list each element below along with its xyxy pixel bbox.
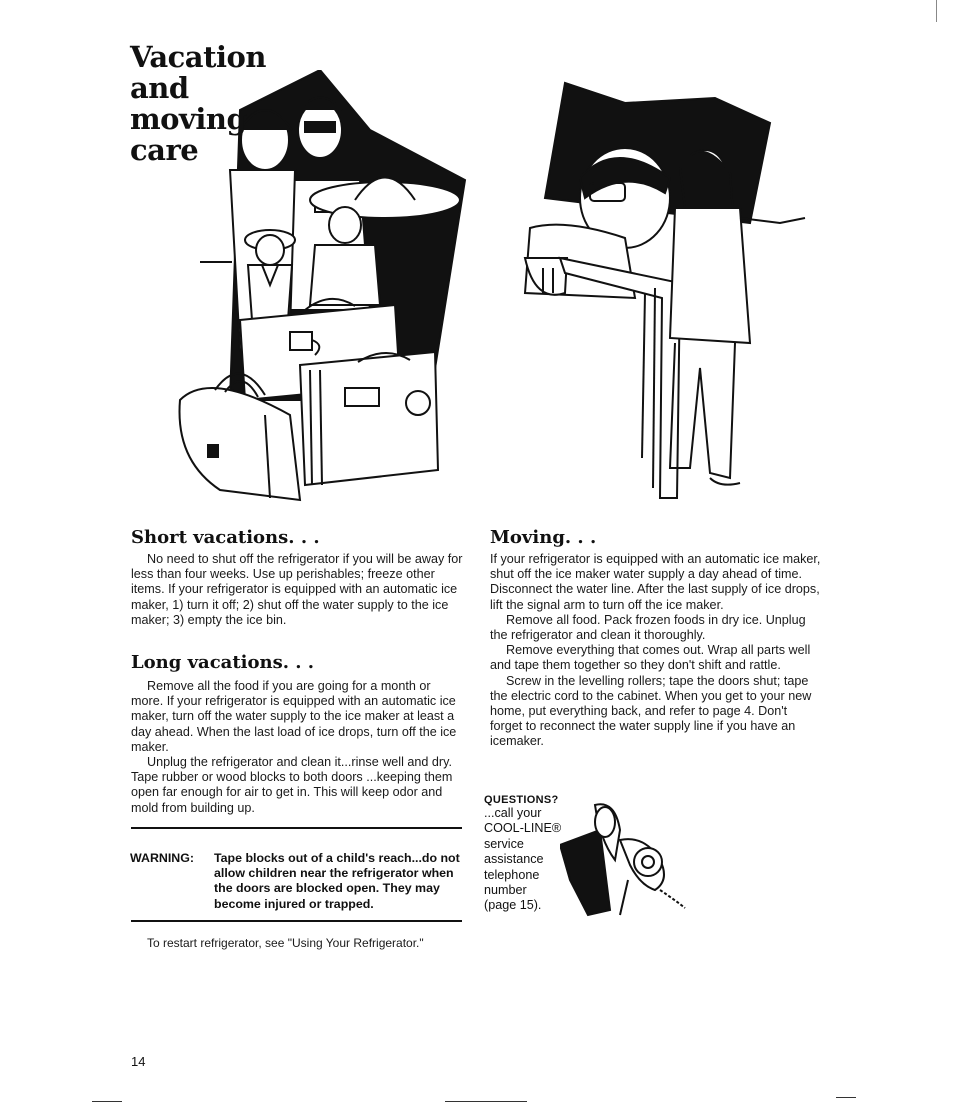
- title-line: care: [130, 133, 199, 167]
- paragraph: No need to shut off the refrigerator if you will be away for less than four weeks. Use up perishables; freeze other items. If your refrigerator is equipped with an automatic ice maker, 1) turn it off; 2) shut off the water supply to the ice maker; 3) empty the ice bin.: [131, 552, 463, 627]
- long-vacations-section: [131, 652, 464, 816]
- paragraph: Remove everything that comes out. Wrap all parts well and tape them together so they don't shift and rattle.: [490, 643, 811, 673]
- questions-line: (page 15).: [484, 898, 542, 913]
- paragraph: Unplug the refrigerator and clean it...rinse well and dry. Tape rubber or wood blocks to both doors ...keeping them open far enough for air to get in. This will keep odor and mold from building up.: [131, 755, 453, 815]
- questions-line: telephone: [484, 867, 540, 882]
- long-vacations-body: [131, 679, 464, 816]
- warning-text: Tape blocks out of a child's reach...do not allow children near the refrigerator when the doors are blocked open. They may become injured or trapped.: [214, 851, 460, 911]
- moving-heading: Moving. . .: [490, 527, 597, 548]
- short-vacations-section: [131, 527, 464, 628]
- scan-mark: [836, 1097, 856, 1098]
- moving-section: [490, 527, 822, 750]
- scan-mark: [92, 1101, 122, 1102]
- page-title: [130, 42, 280, 166]
- long-vacations-heading: Long vacations. . .: [131, 652, 315, 673]
- short-vacations-body: [131, 552, 464, 628]
- questions-line: ...call your: [484, 806, 542, 820]
- questions-line: service: [484, 836, 524, 851]
- warning-label: WARNING:: [130, 851, 195, 865]
- scan-mark: [936, 0, 937, 22]
- page-number: 14: [131, 1054, 146, 1069]
- moving-body: [490, 552, 822, 750]
- paragraph: If your refrigerator is equipped with an automatic ice maker, shut off the ice maker water supply a day ahead of time. Disconnect the water line. After the last supply of ice drops, lift the signal arm to turn off the ice maker.: [490, 552, 821, 612]
- restart-note: To restart refrigerator, see "Using Your Refrigerator.": [147, 936, 424, 950]
- telephone-icon: [560, 800, 695, 920]
- questions-line: COOL-LINE®: [484, 821, 562, 836]
- questions-line: number: [484, 883, 527, 898]
- questions-label: QUESTIONS?: [484, 794, 559, 806]
- questions-line: assistance: [484, 852, 544, 867]
- moving-couple-illustration: [505, 78, 825, 503]
- warning-block: [130, 851, 460, 912]
- scan-mark: [445, 1101, 527, 1102]
- warning-bottom-rule: [131, 920, 462, 922]
- title-line: moving: [130, 102, 247, 136]
- warning-top-rule: [131, 827, 462, 829]
- short-vacations-heading: Short vacations. . .: [131, 527, 320, 548]
- title-line: and: [130, 71, 189, 105]
- paragraph: Remove all the food if you are going for a month or more. If your refrigerator is equipped with an automatic ice maker, turn off the water supply to the ice maker at least a day ahead. When the last load of ice drops, turn off the ice maker.: [131, 679, 457, 754]
- paragraph: Screw in the levelling rollers; tape the doors shut; tape the electric cord to the cabinet. When you get to your new home, put everything back, and refer to page 4. Don't forget to reconnect the water supply line if you have an icemaker.: [490, 673, 812, 749]
- title-line: Vacation: [130, 40, 266, 74]
- paragraph: Remove all food. Pack frozen foods in dry ice. Unplug the refrigerator and clean it thoroughly.: [490, 612, 806, 643]
